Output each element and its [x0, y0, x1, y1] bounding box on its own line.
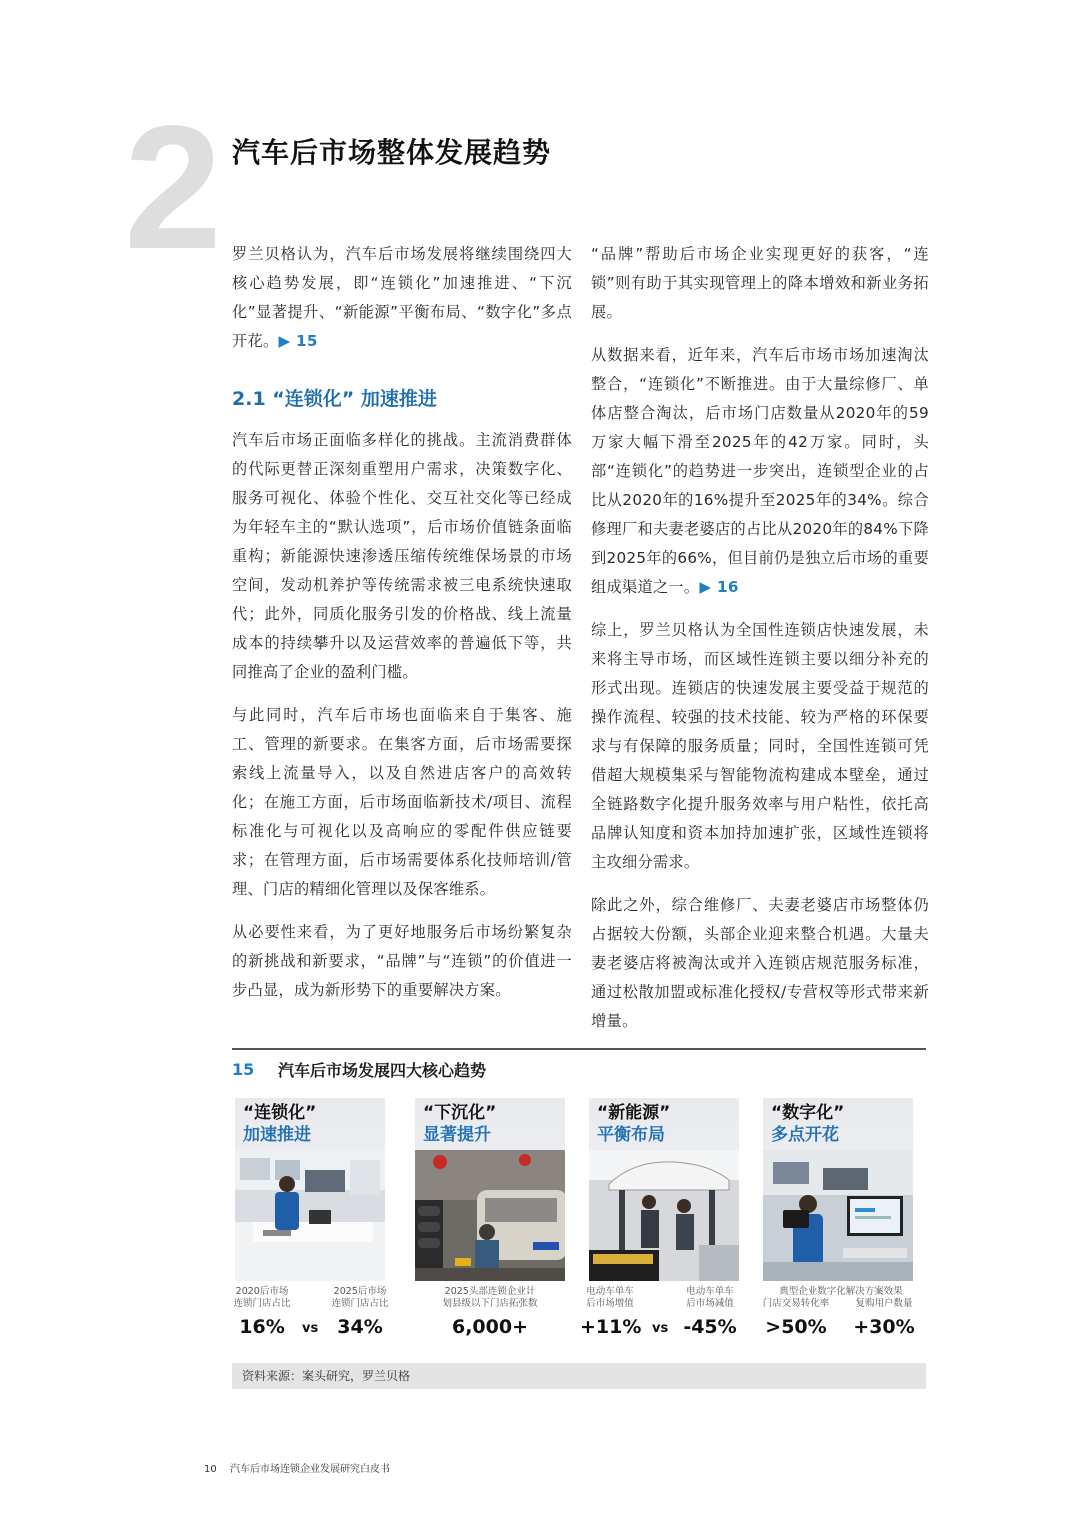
body-paragraph: 综上，罗兰贝格认为全国性连锁店快速发展，未来将主导市场，而区域性连锁主要以细分补充的形式出现。连锁店的快速发展主要受益于规范的操作流程、较强的技术技能、较为严格的环保要求与有保障的服务质量；同时，全国性连锁可凭借超大规模集采与智能物流构建成本壁垒，通过全链路数字化提升服务效率与用户粘性，依托高品牌认知度和资本加持加速扩张，区域性连锁将主攻细分需求。 — [591, 621, 929, 871]
trend-card-chain — [235, 1098, 385, 1281]
right-column — [591, 240, 929, 1050]
body-paragraph: 从必要性来看，为了更好地服务后市场纷繁复杂的新挑战和新要求，“品牌”与“连锁”的价值进一步凸显，成为新形势下的重要解决方案。 — [232, 923, 572, 999]
stat-label: 电动车单车 — [586, 1286, 634, 1297]
card-title: “下沉化” — [423, 1103, 497, 1123]
exhibit-header — [232, 1050, 926, 1088]
stat-conversion — [756, 1298, 836, 1338]
stat-value: -45% — [683, 1316, 737, 1338]
body-paragraph: 与此同时，汽车后市场也面临来自于集客、施工、管理的新要求。在集客方面，后市场需要探索线上流量导入，以及自然进店客户的高效转化；在施工方面，后市场面临新技术/项目、流程标准化与可视化以及高响应的零配件供应链要求；在管理方面，后市场需要体系化技师培训/管理、门店的精细化管理以及保客维系。 — [232, 706, 572, 898]
stat-label: 连锁门店占比 — [233, 1298, 291, 1309]
body-paragraph: 除此之外，综合维修厂、夫妻老婆店市场整体仍占据较大份额，头部企业迎来整合机遇。大量夫妻老婆店将被淘汰或并入连锁店规范服务标准，通过松散加盟或标准化授权/专营权等形式带来新增量。 — [591, 896, 929, 1030]
stat-value: +11% — [580, 1316, 642, 1338]
stat-label: 2025后市场 — [333, 1286, 387, 1297]
body-paragraph: “品牌”帮助后市场企业实现更好的获客，“连锁”则有助于其实现管理上的降本增效和新业务拓展。 — [591, 245, 929, 321]
stat-store-expansion — [415, 1286, 565, 1338]
body-paragraph: 汽车后市场正面临多样化的挑战。主流消费群体的代际更替正深刻重塑用户需求，决策数字化、服务可视化、体验个性化、交互社交化等已经成为年轻车主的“默认选项”，后市场价值链条面临重构；新能源快速渗透压缩传统维保场景的市场空间，发动机养护等传统需求被三电系统快速取代；此外，同质化服务引发的价格战、线上流量成本的持续攀升以及运营效率的普遍低下等，共同推高了企业的盈利门槛。 — [232, 431, 572, 681]
trend-card-nev — [589, 1098, 739, 1281]
body-paragraph — [591, 341, 929, 602]
card-title: “新能源” — [597, 1103, 671, 1123]
stat-value: >50% — [765, 1316, 827, 1338]
stat-header: 典型企业数字化解决方案效果 — [779, 1286, 903, 1297]
exhibit-number: 15 — [232, 1059, 255, 1079]
stat-label: 门店交易转化率 — [762, 1298, 830, 1309]
stat-label: 后市场增值 — [586, 1298, 634, 1309]
card-title: “连锁化” — [243, 1103, 317, 1123]
stat-value: 34% — [337, 1316, 383, 1338]
tire-shop-photo — [415, 1150, 565, 1281]
intro-paragraph — [232, 240, 572, 356]
stat-label: 后市场减值 — [686, 1298, 734, 1309]
exhibit-16-link[interactable]: ▶ 16 — [699, 578, 739, 596]
card-title: “数字化” — [771, 1103, 845, 1123]
stat-2020 — [232, 1286, 292, 1338]
trend-cards — [232, 1088, 926, 1363]
trend-card-digital — [763, 1098, 913, 1281]
exhibit-15-link[interactable]: ▶ 15 — [278, 332, 318, 350]
stat-label: 划县级以下门店拓张数 — [442, 1298, 538, 1309]
intro-text: 罗兰贝格认为，汽车后市场发展将继续围绕四大核心趋势发展，即“连锁化”加速推进、“下沉化”显著提升、“新能源”平衡布局、“数字化”多点开花。 — [232, 245, 572, 350]
vs-label: vs — [652, 1321, 669, 1336]
page-footer — [204, 1460, 390, 1475]
chapter-number: 2 — [124, 90, 222, 286]
left-column — [232, 240, 572, 1019]
section-heading: 2.1 “连锁化” 加速推进 — [232, 388, 437, 410]
stat-label: 2020后市场 — [235, 1286, 289, 1297]
stat-label: 复购用户数量 — [855, 1298, 913, 1309]
stat-repurchase — [844, 1298, 924, 1338]
body-text: 从数据来看，近年来，汽车后市场市场加速淘汰整合，“连锁化”不断推进。由于大量综修厂、单体店整合淘汰，后市场门店数量从2020年的59万家大幅下滑至2025年的42万家。同时，头部“连锁化”的趋势进一步突出，连锁型企业的占比从2020年的16%提升至2025年的34%。综合修理厂和夫妻老婆店的占比从2020年的84%下降到2025年的66%，但目前仍是独立后市场的重要组成渠道之一。 — [591, 346, 929, 596]
stat-value: +30% — [853, 1316, 915, 1338]
stat-value: 16% — [239, 1316, 285, 1338]
workshop-photo — [235, 1150, 385, 1281]
card-subtitle: 加速推进 — [243, 1125, 311, 1145]
card-subtitle: 平衡布局 — [597, 1125, 665, 1145]
card-subtitle: 多点开花 — [771, 1125, 839, 1145]
stat-value: 6,000+ — [451, 1316, 529, 1338]
exhibit-15 — [232, 1048, 926, 1383]
document-title: 汽车后市场连锁企业发展研究白皮书 — [230, 1464, 390, 1475]
chapter-title: 汽车后市场整体发展趋势 — [232, 136, 552, 169]
exhibit-title: 汽车后市场发展四大核心趋势 — [278, 1060, 487, 1080]
ev-lift-photo — [589, 1150, 739, 1281]
source-note: 资料来源：案头研究，罗兰贝格 — [232, 1363, 926, 1389]
card-subtitle: 显著提升 — [423, 1125, 491, 1145]
trend-card-sink — [415, 1098, 565, 1281]
stat-label: 连锁门店占比 — [331, 1298, 389, 1309]
stat-label: 2025头部连锁企业计 — [444, 1286, 536, 1297]
vs-label: vs — [302, 1321, 319, 1336]
digital-shop-photo — [763, 1150, 913, 1281]
page-number: 10 — [204, 1464, 217, 1475]
stat-2025 — [328, 1286, 392, 1338]
stat-value-loss — [678, 1286, 742, 1338]
stat-value-add — [580, 1286, 640, 1338]
stat-label: 电动车单车 — [686, 1286, 734, 1297]
